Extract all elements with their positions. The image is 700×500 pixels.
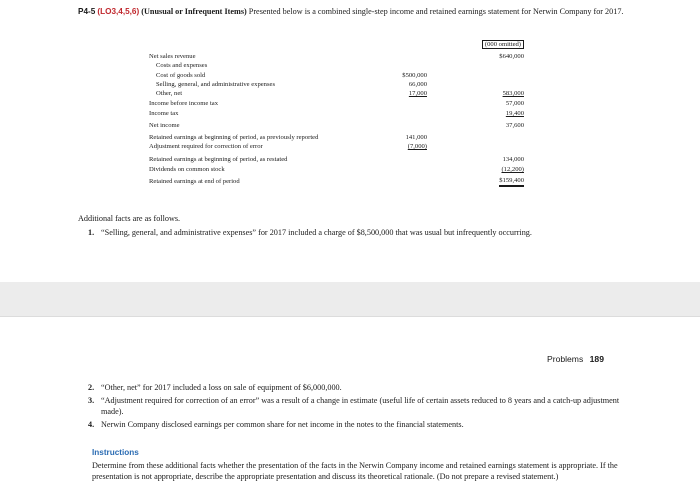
statement-row [0,121,700,131]
row-value-total: 57,000 [505,100,524,107]
statement-row [0,61,700,71]
instructions-heading: Instructions [92,448,139,457]
statement-row [0,99,700,109]
problem-header [78,6,638,17]
section-label: Problems [546,354,584,364]
fact-text: “Selling, general, and administrative expenses” for 2017 included a charge of $8,500,000 that was usual but infrequently occurring. [101,228,532,237]
page-number: 189 [589,354,604,364]
fact-item [88,383,636,394]
row-label: Adjustment required for correction of error [149,143,263,150]
problem-title: (Unusual or Infrequent Items) [141,7,247,16]
fact-text: “Other, net” for 2017 included a loss on sale of equipment of $6,000,000. [101,383,342,392]
row-label: Net sales revenue [149,53,196,60]
row-value-detail: 141,000 [405,134,427,141]
textbook-page-bottom [0,316,700,500]
row-value-detail: 66,000 [408,81,427,88]
statement-row [0,109,700,119]
row-label: Selling, general, and administrative expenses [156,81,276,88]
statement-unit-row [0,40,700,50]
row-label: Income before income tax [149,100,219,107]
fact-item [88,420,636,431]
row-label: Costs and expenses [156,62,208,69]
row-value-detail: $500,000 [402,72,427,79]
fact-text: “Adjustment required for correction of an error” was a result of a change in estimate (useful life of certain assets reduced to 8 years and a catch-up adjustment made). [101,396,620,416]
statement-row [0,165,700,175]
unit-note: (000 omitted) [482,40,524,49]
row-value-total: 37,600 [505,122,524,129]
fact-text: Nerwin Company disclosed earnings per common share for net income in the notes to the financial statements. [101,420,464,429]
fact-number: 2. [88,383,95,392]
row-label: Retained earnings at end of period [149,178,240,185]
row-label: Other, net [156,90,183,97]
statement-row [0,177,700,187]
row-label: Retained earnings at beginning of period, as previously reported [149,134,319,141]
row-value-total: $640,000 [499,53,524,60]
row-value-total: 134,000 [502,156,524,163]
statement-row [0,89,700,99]
row-label: Cost of goods sold [156,72,206,79]
row-label: Net income [149,122,180,129]
row-value-detail: (7,000) [407,143,427,150]
row-label: Dividends on common stock [149,166,225,173]
row-value-total: (12,200) [501,166,524,173]
row-label: Income tax [149,110,179,117]
fact-item [88,396,636,417]
fact-number: 3. [88,396,95,405]
page-running-head [547,354,604,364]
row-value-total: 583,000 [502,90,524,97]
fact-item [88,228,636,239]
statement-row [0,155,700,165]
fact-number: 1. [88,228,95,237]
row-label: Retained earnings at beginning of period, as restated [149,156,288,163]
statement-row [0,142,700,152]
instructions-text: Determine from these additional facts whether the presentation of the facts in the Nerwin Company income and retained earnings statement is appropriate. If the presentation is not appropriate, describe the appropriate presentation and discuss its theoretical rationale. (Do not prepare a revised statement.) [92,461,618,481]
fact-number: 4. [88,420,95,429]
row-value-detail: 17,000 [408,90,427,97]
row-value-total: $159,400 [499,177,524,187]
problem-intro: Presented below is a combined single-step income and retained earnings statement for Nerwin Company for 2017. [248,7,624,16]
learning-objectives: (LO3,4,5,6) [97,7,140,16]
problem-number: P4-5 [78,7,96,16]
additional-facts-heading: Additional facts are as follows. [78,214,181,223]
row-value-total: 19,400 [505,110,524,117]
